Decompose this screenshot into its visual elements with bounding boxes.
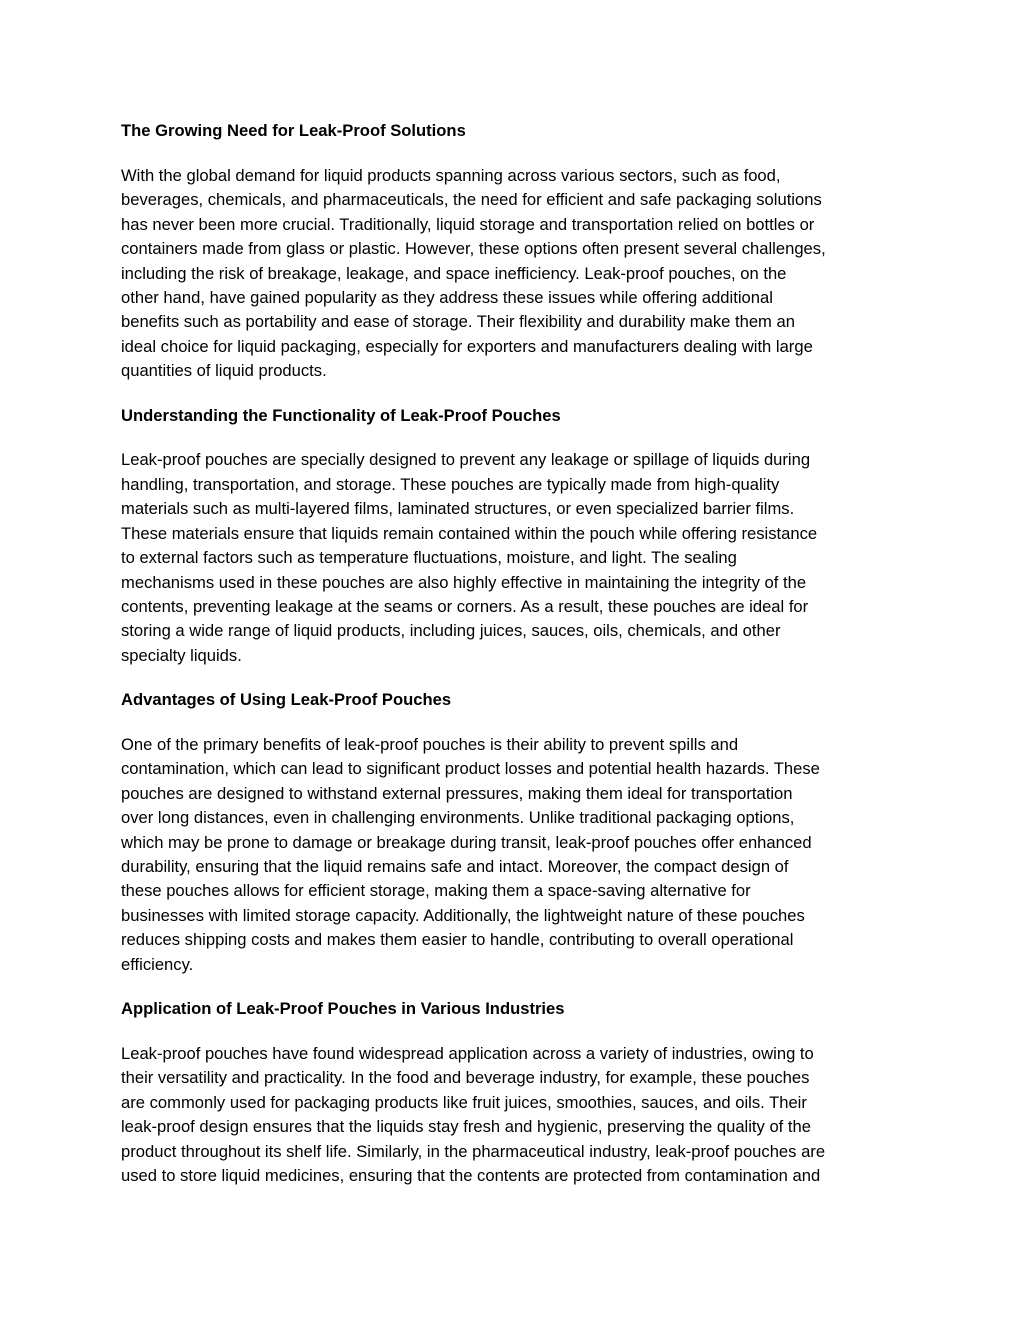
paragraph-line: has never been more crucial. Traditionally, liquid storage and transportation relied on bottles or	[121, 214, 815, 234]
paragraph-line: materials such as multi-layered films, laminated structures, or even specialized barrier films.	[121, 499, 795, 519]
paragraph-line: which may be prone to damage or breakage during transit, leak-proof pouches offer enhanced	[121, 832, 812, 852]
paragraph-line: efficiency.	[121, 954, 194, 974]
section-paragraph	[121, 733, 911, 977]
document-page	[121, 119, 911, 1208]
section-paragraph	[121, 164, 911, 384]
paragraph-line: With the global demand for liquid products spanning across various sectors, such as food,	[121, 165, 781, 185]
paragraph-line: beverages, chemicals, and pharmaceuticals, the need for efficient and safe packaging solutions	[121, 190, 822, 210]
paragraph-line: to external factors such as temperature fluctuations, moisture, and light. The sealing	[121, 548, 737, 568]
section-heading: The Growing Need for Leak-Proof Solutions	[121, 121, 466, 140]
paragraph-line: their versatility and practicality. In the food and beverage industry, for example, these pouches	[121, 1068, 810, 1088]
section-paragraph	[121, 448, 911, 668]
paragraph-line: One of the primary benefits of leak-proof pouches is their ability to prevent spills and	[121, 735, 739, 755]
paragraph-line: durability, ensuring that the liquid remains safe and intact. Moreover, the compact design of	[121, 857, 789, 877]
paragraph-line: these pouches allows for efficient storage, making them a space-saving alternative for	[121, 881, 751, 901]
paragraph-line: These materials ensure that liquids remain contained within the pouch while offering resistance	[121, 523, 818, 543]
paragraph-line: reduces shipping costs and makes them easier to handle, contributing to overall operational	[121, 930, 794, 950]
section-applications	[121, 997, 911, 1188]
paragraph-line: Leak-proof pouches are specially designed to prevent any leakage or spillage of liquids during	[121, 450, 811, 470]
paragraph-line: quantities of liquid products.	[121, 361, 327, 381]
paragraph-line: including the risk of breakage, leakage, and space inefficiency. Leak-proof pouches, on the	[121, 263, 787, 283]
paragraph-line: Leak-proof pouches have found widespread application across a variety of industries, owing to	[121, 1044, 814, 1063]
paragraph-line: other hand, have gained popularity as they address these issues while offering additional	[121, 287, 773, 307]
section-functionality	[121, 404, 911, 669]
paragraph-line: over long distances, even in challenging environments. Unlike traditional packaging options,	[121, 808, 795, 828]
paragraph-line: containers made from glass or plastic. However, these options often present several challenges,	[121, 239, 826, 259]
paragraph-line: contamination, which can lead to significant product losses and potential health hazards. These	[121, 759, 820, 779]
section-growing-need	[121, 119, 911, 384]
section-heading: Application of Leak-Proof Pouches in Various Industries	[121, 999, 565, 1019]
paragraph-line: leak-proof design ensures that the liquids stay fresh and hygienic, preserving the quality of the	[121, 1117, 811, 1137]
paragraph-line: contents, preventing leakage at the seams or corners. As a result, these pouches are ideal for	[121, 596, 809, 616]
paragraph-line: benefits such as portability and ease of storage. Their flexibility and durability make them an	[121, 312, 795, 332]
paragraph-line: specialty liquids.	[121, 645, 242, 665]
section-advantages	[121, 688, 911, 977]
section-heading: Advantages of Using Leak-Proof Pouches	[121, 690, 452, 710]
section-heading: Understanding the Functionality of Leak-Proof Pouches	[121, 405, 561, 425]
paragraph-line: storing a wide range of liquid products, including juices, sauces, oils, chemicals, and other	[121, 621, 781, 641]
paragraph-line: product throughout its shelf life. Similarly, in the pharmaceutical industry, leak-proof pouches are	[121, 1141, 826, 1161]
paragraph-line: ideal choice for liquid packaging, especially for exporters and manufacturers dealing with large	[121, 336, 813, 356]
section-paragraph	[121, 1042, 911, 1188]
paragraph-line: pouches are designed to withstand external pressures, making them ideal for transportation	[121, 783, 793, 803]
paragraph-line: businesses with limited storage capacity. Additionally, the lightweight nature of these pouches	[121, 905, 805, 925]
paragraph-line: handling, transportation, and storage. These pouches are typically made from high-quality	[121, 474, 780, 494]
paragraph-line: mechanisms used in these pouches are also highly effective in maintaining the integrity of the	[121, 572, 807, 592]
paragraph-line: are commonly used for packaging products like fruit juices, smoothies, sauces, and oils. Their	[121, 1092, 807, 1112]
paragraph-line: used to store liquid medicines, ensuring that the contents are protected from contamination and	[121, 1166, 821, 1186]
